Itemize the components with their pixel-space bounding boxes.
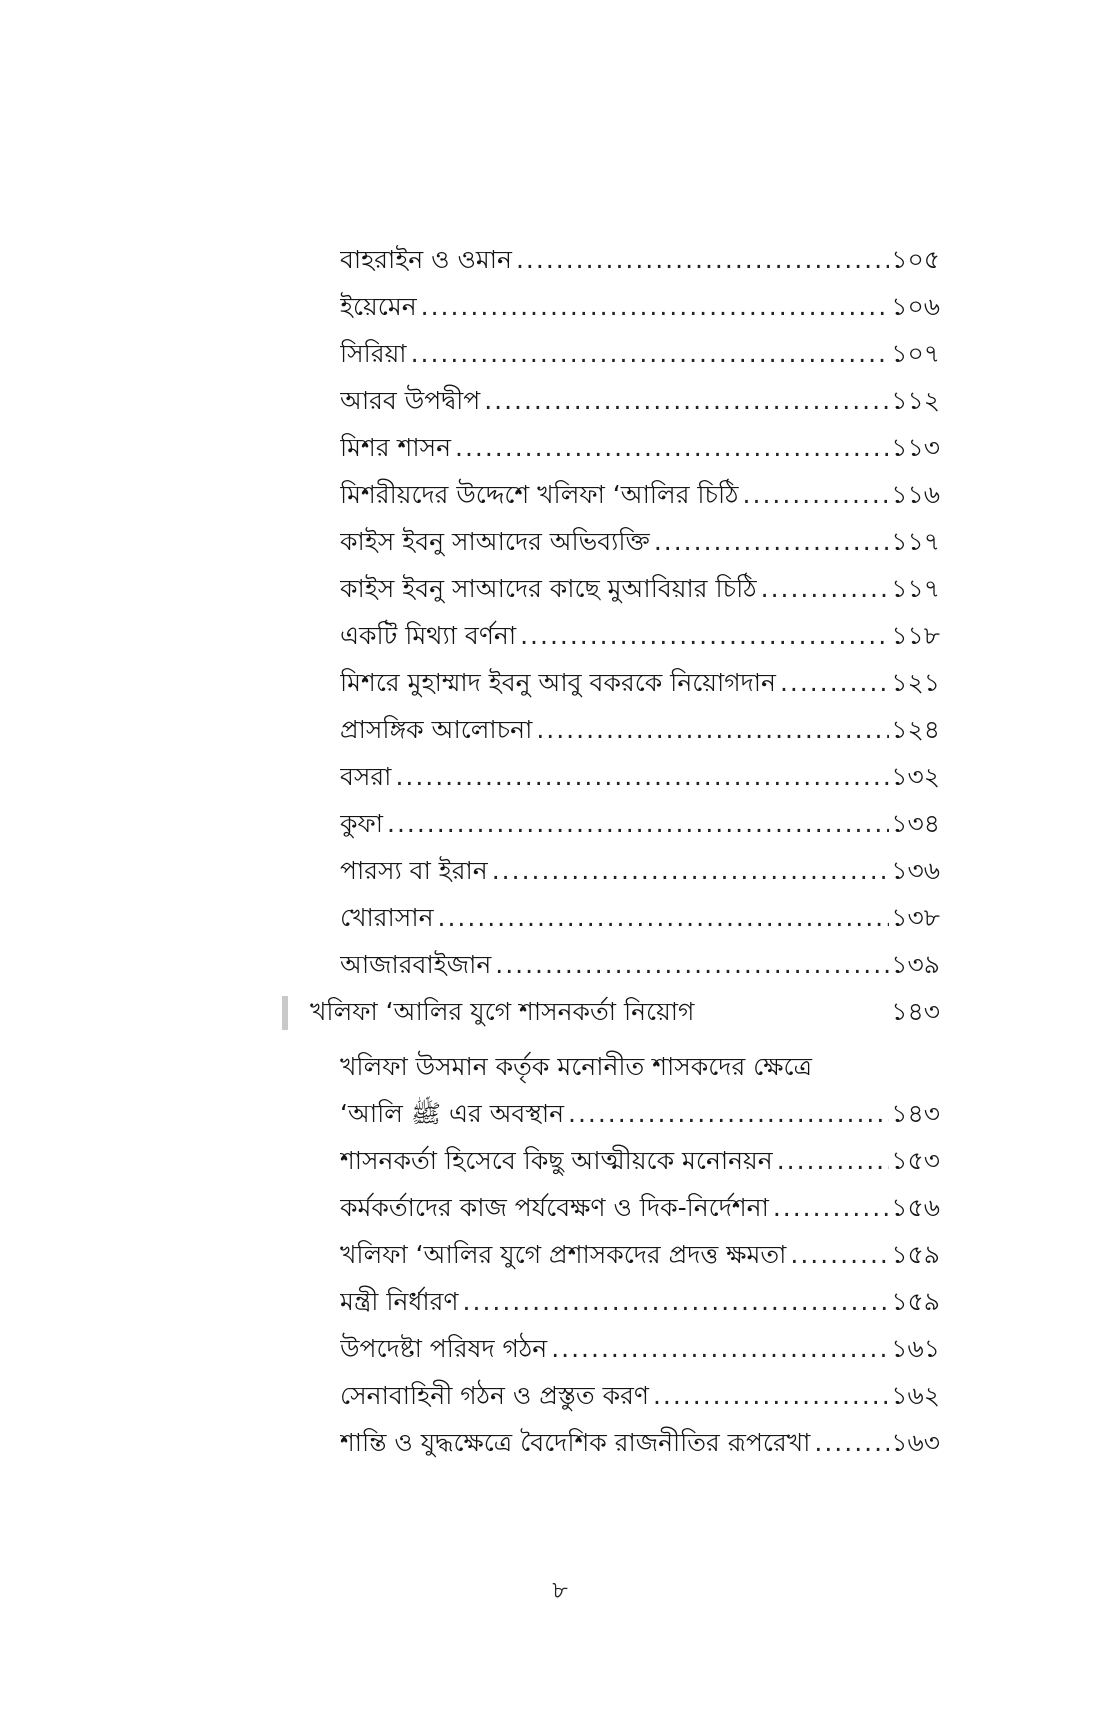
toc-entry-title: পারস্য বা ইরান xyxy=(340,856,488,885)
toc-entry-title: আজারবাইজান xyxy=(340,950,492,979)
toc-entry-page: ১৬২ xyxy=(891,1381,940,1410)
toc-entry-title: মন্ত্রী নির্ধারণ xyxy=(340,1287,459,1316)
toc-entry xyxy=(0,612,1120,659)
dot-leader xyxy=(492,847,890,894)
toc-entry xyxy=(0,800,1120,847)
toc-entry-title: মিশরে মুহাম্মাদ ইবনু আবু বকরকে নিয়োগদান xyxy=(340,668,776,697)
dot-leader xyxy=(654,518,889,565)
toc-entry-title: কর্মকর্তাদের কাজ পর্যবেক্ষণ ও দিক-নির্দেশনা xyxy=(340,1193,769,1222)
toc-entry-title: একটি মিথ্যা বর্ণনা xyxy=(340,621,517,650)
toc-entry-page: ১৪৩ xyxy=(891,1099,940,1128)
dot-leader xyxy=(777,1137,890,1184)
toc-entry-title: উপদেষ্টা পরিষদ গঠন xyxy=(340,1334,548,1363)
toc-entry xyxy=(0,1090,1120,1137)
toc-entry-page: ১৫৯ xyxy=(891,1287,940,1316)
dot-leader xyxy=(536,706,889,753)
toc-section-title: খলিফা ‘আলির যুগে শাসনকর্তা নিয়োগ xyxy=(310,997,695,1026)
page-number: ৮ xyxy=(552,1576,568,1604)
dot-leader xyxy=(743,471,890,518)
toc-entry-title: সিরিয়া xyxy=(340,339,407,368)
toc-entry-page: ১১৩ xyxy=(891,433,940,462)
toc-entry-title: আরব উপদ্বীপ xyxy=(340,386,481,415)
toc-entry-page: ১৩৪ xyxy=(891,809,940,838)
toc-entry-title: ‘আলি ﷺ এর অবস্থান xyxy=(340,1099,564,1128)
section-marker-bar xyxy=(282,996,288,1030)
toc-entry xyxy=(0,1231,1120,1278)
toc-entry xyxy=(0,377,1120,424)
dot-leader xyxy=(568,1090,889,1137)
toc-entry-title: বসরা xyxy=(340,762,392,791)
toc-entry-title: খলিফা ‘আলির যুগে প্রশাসকদের প্রদত্ত ক্ষমতা xyxy=(340,1240,787,1269)
toc-entry-title: কুফা xyxy=(340,809,384,838)
toc-entry-page: ১৩২ xyxy=(891,762,940,791)
toc-entry-title: বাহরাইন ও ওমান xyxy=(340,245,512,274)
toc-entry xyxy=(0,894,1120,941)
toc-entry-title: প্রাসঙ্গিক আলোচনা xyxy=(340,715,533,744)
toc-entry-title: সেনাবাহিনী গঠন ও প্রস্তুত করণ xyxy=(340,1381,649,1410)
toc-entry-title: শান্তি ও যুদ্ধক্ষেত্রে বৈদেশিক রাজনীতির রূপরেখা xyxy=(340,1428,811,1457)
toc-entry xyxy=(0,706,1120,753)
toc-entry-page: ১৫৩ xyxy=(891,1146,940,1175)
toc-entry-page: ১১৮ xyxy=(891,621,940,650)
toc-entry xyxy=(0,424,1120,471)
toc-entry-title: শাসনকর্তা হিসেবে কিছু আত্মীয়কে মনোনয়ন xyxy=(340,1146,773,1175)
dot-leader xyxy=(790,1231,889,1278)
toc-entry-title: খোরাসান xyxy=(340,903,434,932)
toc-entry-page: ১৬৩ xyxy=(891,1428,940,1457)
toc-entry-page: ১০৫ xyxy=(891,245,940,274)
toc-entry-page: ১২৪ xyxy=(891,715,940,744)
toc-section-page: ১৪৩ xyxy=(891,997,940,1026)
dot-leader xyxy=(761,565,890,612)
dot-leader xyxy=(780,659,889,706)
dot-leader xyxy=(421,283,890,330)
table-of-contents xyxy=(0,236,1120,1466)
toc-entry xyxy=(0,1278,1120,1325)
toc-entry-line xyxy=(0,1043,1120,1090)
dot-leader xyxy=(516,236,889,283)
toc-entry xyxy=(0,1372,1120,1419)
toc-entry-page: ১১৭ xyxy=(891,527,940,556)
toc-entry xyxy=(0,1325,1120,1372)
toc-entry-title: কাইস ইবনু সাআদের অভিব্যক্তি xyxy=(340,527,650,556)
dot-leader xyxy=(653,1372,889,1419)
toc-entry xyxy=(0,471,1120,518)
toc-section-heading xyxy=(0,988,1120,1035)
toc-entry xyxy=(0,236,1120,283)
toc-entry-page: ১৬১ xyxy=(891,1334,940,1363)
dot-leader xyxy=(387,800,889,847)
dot-leader xyxy=(495,941,889,988)
toc-entry xyxy=(0,1137,1120,1184)
toc-entry xyxy=(0,659,1120,706)
toc-entry xyxy=(0,753,1120,800)
toc-entry-title: মিশর শাসন xyxy=(340,433,452,462)
toc-entry-title: মিশরীয়দের উদ্দেশে খলিফা ‘আলির চিঠি xyxy=(340,480,739,509)
dot-leader xyxy=(438,894,890,941)
toc-entry xyxy=(0,565,1120,612)
toc-entry-page: ১৫৬ xyxy=(891,1193,940,1222)
dot-leader xyxy=(395,753,889,800)
dot-leader xyxy=(773,1184,889,1231)
toc-entry xyxy=(0,1419,1120,1466)
dot-leader xyxy=(455,424,889,471)
toc-entry-page: ১৩৬ xyxy=(891,856,940,885)
toc-entry xyxy=(0,518,1120,565)
toc-entry-title: খলিফা উসমান কর্তৃক মনোনীত শাসকদের ক্ষেত্রে xyxy=(340,1052,812,1081)
toc-entry-page: ১০৬ xyxy=(891,292,940,321)
dot-leader xyxy=(520,612,889,659)
toc-entry-page: ১১৬ xyxy=(891,480,940,509)
dot-leader xyxy=(551,1325,889,1372)
toc-entry-page: ১১২ xyxy=(891,386,940,415)
dot-leader xyxy=(411,330,890,377)
toc-entry-page: ১৫৯ xyxy=(891,1240,940,1269)
toc-entry xyxy=(0,941,1120,988)
dot-leader xyxy=(463,1278,890,1325)
toc-entry xyxy=(0,1184,1120,1231)
dot-leader xyxy=(814,1419,889,1466)
toc-entry xyxy=(0,330,1120,377)
toc-entry xyxy=(0,283,1120,330)
toc-entry-title: কাইস ইবনু সাআদের কাছে মুআবিয়ার চিঠি xyxy=(340,574,757,603)
toc-entry-page: ১২১ xyxy=(891,668,940,697)
toc-entry-page: ১১৭ xyxy=(891,574,940,603)
toc-entry-page: ১৩৮ xyxy=(891,903,940,932)
toc-entry-page: ১৩৯ xyxy=(891,950,940,979)
dot-leader xyxy=(484,377,889,424)
toc-entry-title: ইয়েমেন xyxy=(340,292,417,321)
toc-entry-page: ১০৭ xyxy=(891,339,940,368)
toc-entry xyxy=(0,847,1120,894)
